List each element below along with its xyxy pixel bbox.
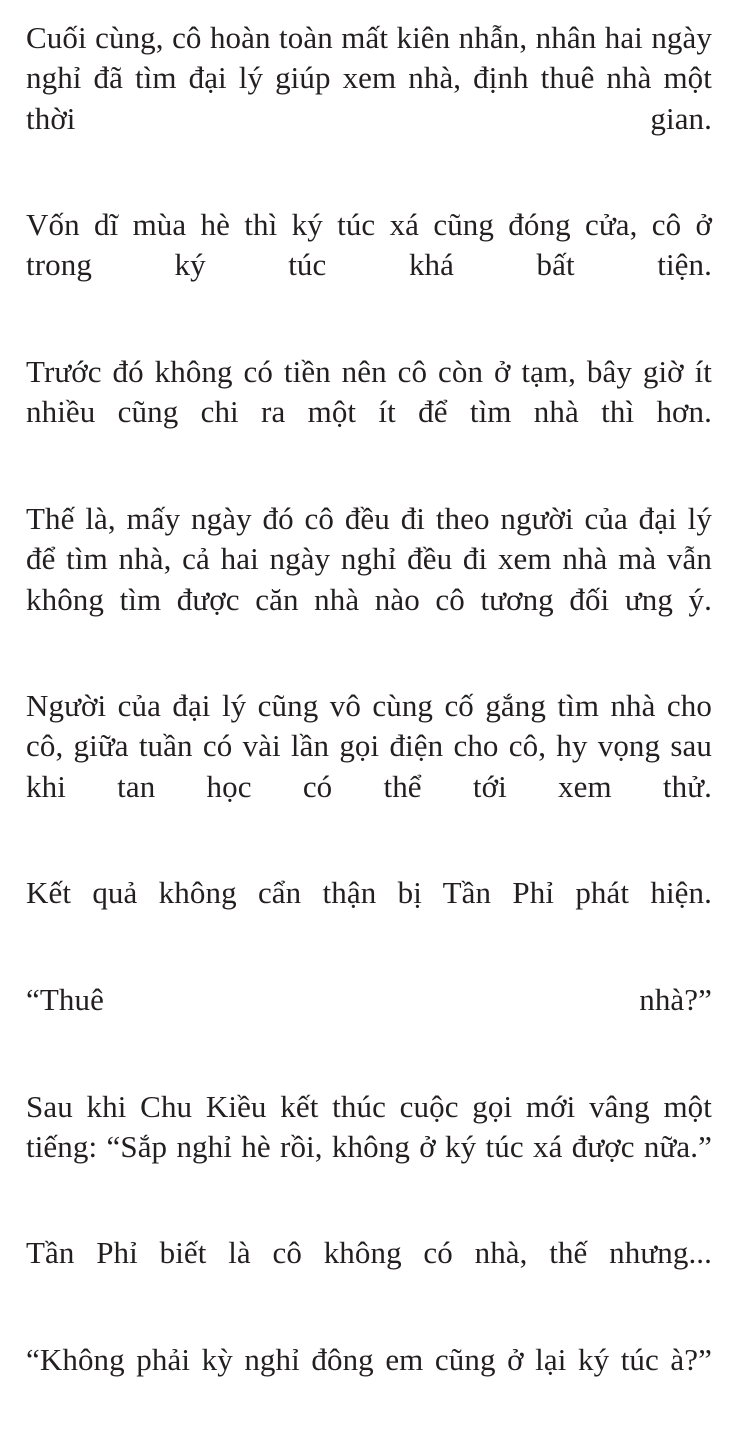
paragraph: Tần Phỉ biết là cô không có nhà, thế nhưng... — [26, 1235, 712, 1271]
paragraph: “Thuê nhà?” — [26, 981, 712, 1017]
paragraph: Trước đó không có tiền nên cô còn ở tạm, bây giờ ít nhiều cũng chi ra một ít để tìm nhà thì hơn. — [26, 354, 712, 430]
paragraph: Vốn dĩ mùa hè thì ký túc xá cũng đóng cửa, cô ở trong ký túc khá bất tiện. — [26, 207, 712, 283]
paragraph: Sau khi Chu Kiều kết thúc cuộc gọi mới vâng một tiếng: “Sắp nghỉ hè rồi, không ở ký túc xá được nữa.” — [26, 1088, 712, 1164]
paragraph: Kết quả không cẩn thận bị Tần Phỉ phát hiện. — [26, 875, 712, 911]
paragraph: Thế là, mấy ngày đó cô đều đi theo người của đại lý để tìm nhà, cả hai ngày nghỉ đều đi xem nhà mà vẫn không tìm được căn nhà nào cô tương đối ưng ý. — [26, 500, 712, 617]
paragraph: “Không phải kỳ nghỉ đông em cũng ở lại ký túc à?” — [26, 1342, 712, 1378]
paragraph: Cuối cùng, cô hoàn toàn mất kiên nhẫn, nhân hai ngày nghỉ đã tìm đại lý giúp xem nhà, định thuê nhà một thời gian. — [26, 20, 712, 136]
paragraph: Người của đại lý cũng vô cùng cố gắng tìm nhà cho cô, giữa tuần có vài lần gọi điện cho cô, hy vọng sau khi tan học có thể tới xem thử. — [26, 688, 712, 804]
